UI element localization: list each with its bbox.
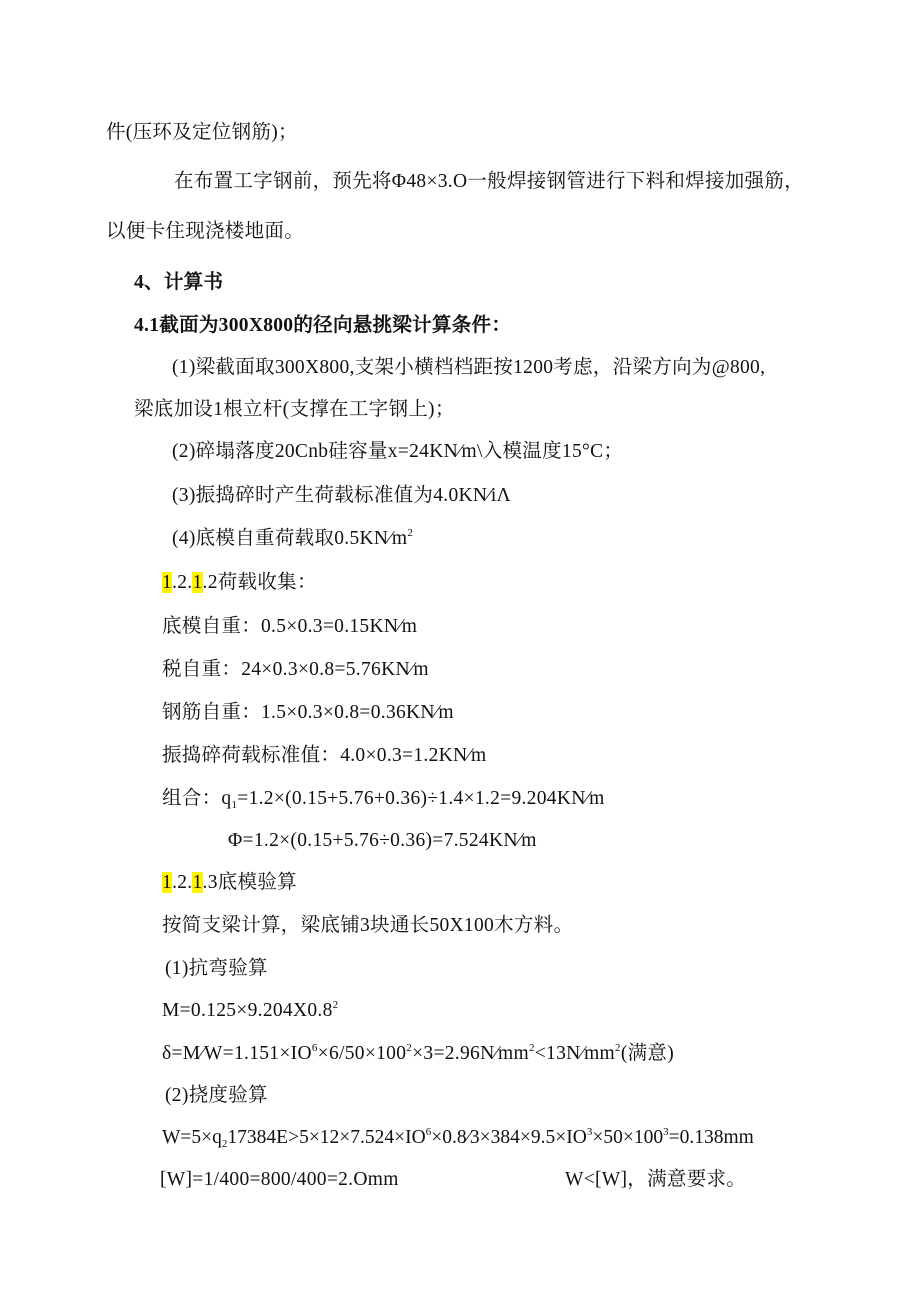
text-line: (2)挠度验算	[165, 1085, 268, 1106]
text-line: (3)振捣碎时产生荷载标准值为4.0KN∕iΛ	[172, 485, 511, 506]
text-line: W<[W]，满意要求。	[565, 1169, 747, 1190]
formula-line: Φ=1.2×(0.15+5.76÷0.36)=7.524KN∕m	[228, 830, 537, 851]
text-line: 税自重：24×0.3×0.8=5.76KN∕m	[162, 659, 429, 680]
text-line: 底模自重：0.5×0.3=0.15KN∕m	[162, 616, 418, 637]
text-line: 振捣碎荷载标准值：4.0×0.3=1.2KN∕m	[162, 745, 487, 766]
formula-line: $M=0.125\times 9.204X0.8^2$	[162, 999, 339, 1021]
formula-line: $\delta=M∕W=1.151\times IO^6\times 6/50\times 100^2\times 3=2.96N∕mm^2<13N∕mm^2$(满意)	[162, 1042, 675, 1064]
text-line: 以便卡住现浇楼地面。	[106, 221, 305, 242]
text-line: (4)底模自重荷载取$0.5KN∕m^2$	[172, 527, 414, 549]
text-line: (1)抗弯验算	[165, 958, 268, 979]
formula-line: $W=5\times q_217384E>5\times 12\times 7.524\times IO^6\times 0.8∕3\times 384\times 9.5\times IO^3\times 50\times 100^3=0.138mm$	[162, 1126, 754, 1150]
text-line: (2)碎塌落度20Cnb硅容量x=24KN∕m\入模温度15°C；	[172, 441, 624, 462]
text-line: 梁底加设1根立杆(支撑在工字钢上)；	[134, 399, 455, 420]
text-line: 按简支梁计算，梁底铺3块通长50X100木方料。	[162, 915, 574, 936]
text-line: 钢筋自重：1.5×0.3×0.8=0.36KN∕m	[162, 702, 454, 723]
text-line: 在布置工字钢前，预先将Φ48×3.O一般焊接钢管进行下料和焊接加强筋，	[174, 171, 804, 192]
section-number-heading: 1.2.1.3底模验算	[162, 872, 297, 893]
text-line: (1)梁截面取300X800,支架小横档档距按1200考虑，沿梁方向为@800,	[172, 357, 766, 378]
section-heading: 4、计算书	[134, 272, 224, 293]
formula-line: 组合：$q_1=1.2\times(0.15+5.76+0.36)\div 1.4\times 1.2=9.204KN∕m$	[162, 788, 605, 811]
formula-line: [W]=1/400=800/400=2.Omm	[160, 1169, 399, 1190]
subsection-heading: 4.1截面为300X800的径向悬挑梁计算条件：	[134, 315, 512, 336]
text-line: 件(压环及定位钢筋)；	[106, 122, 298, 143]
section-number-heading: 1.2.1.2荷载收集：	[162, 572, 317, 593]
